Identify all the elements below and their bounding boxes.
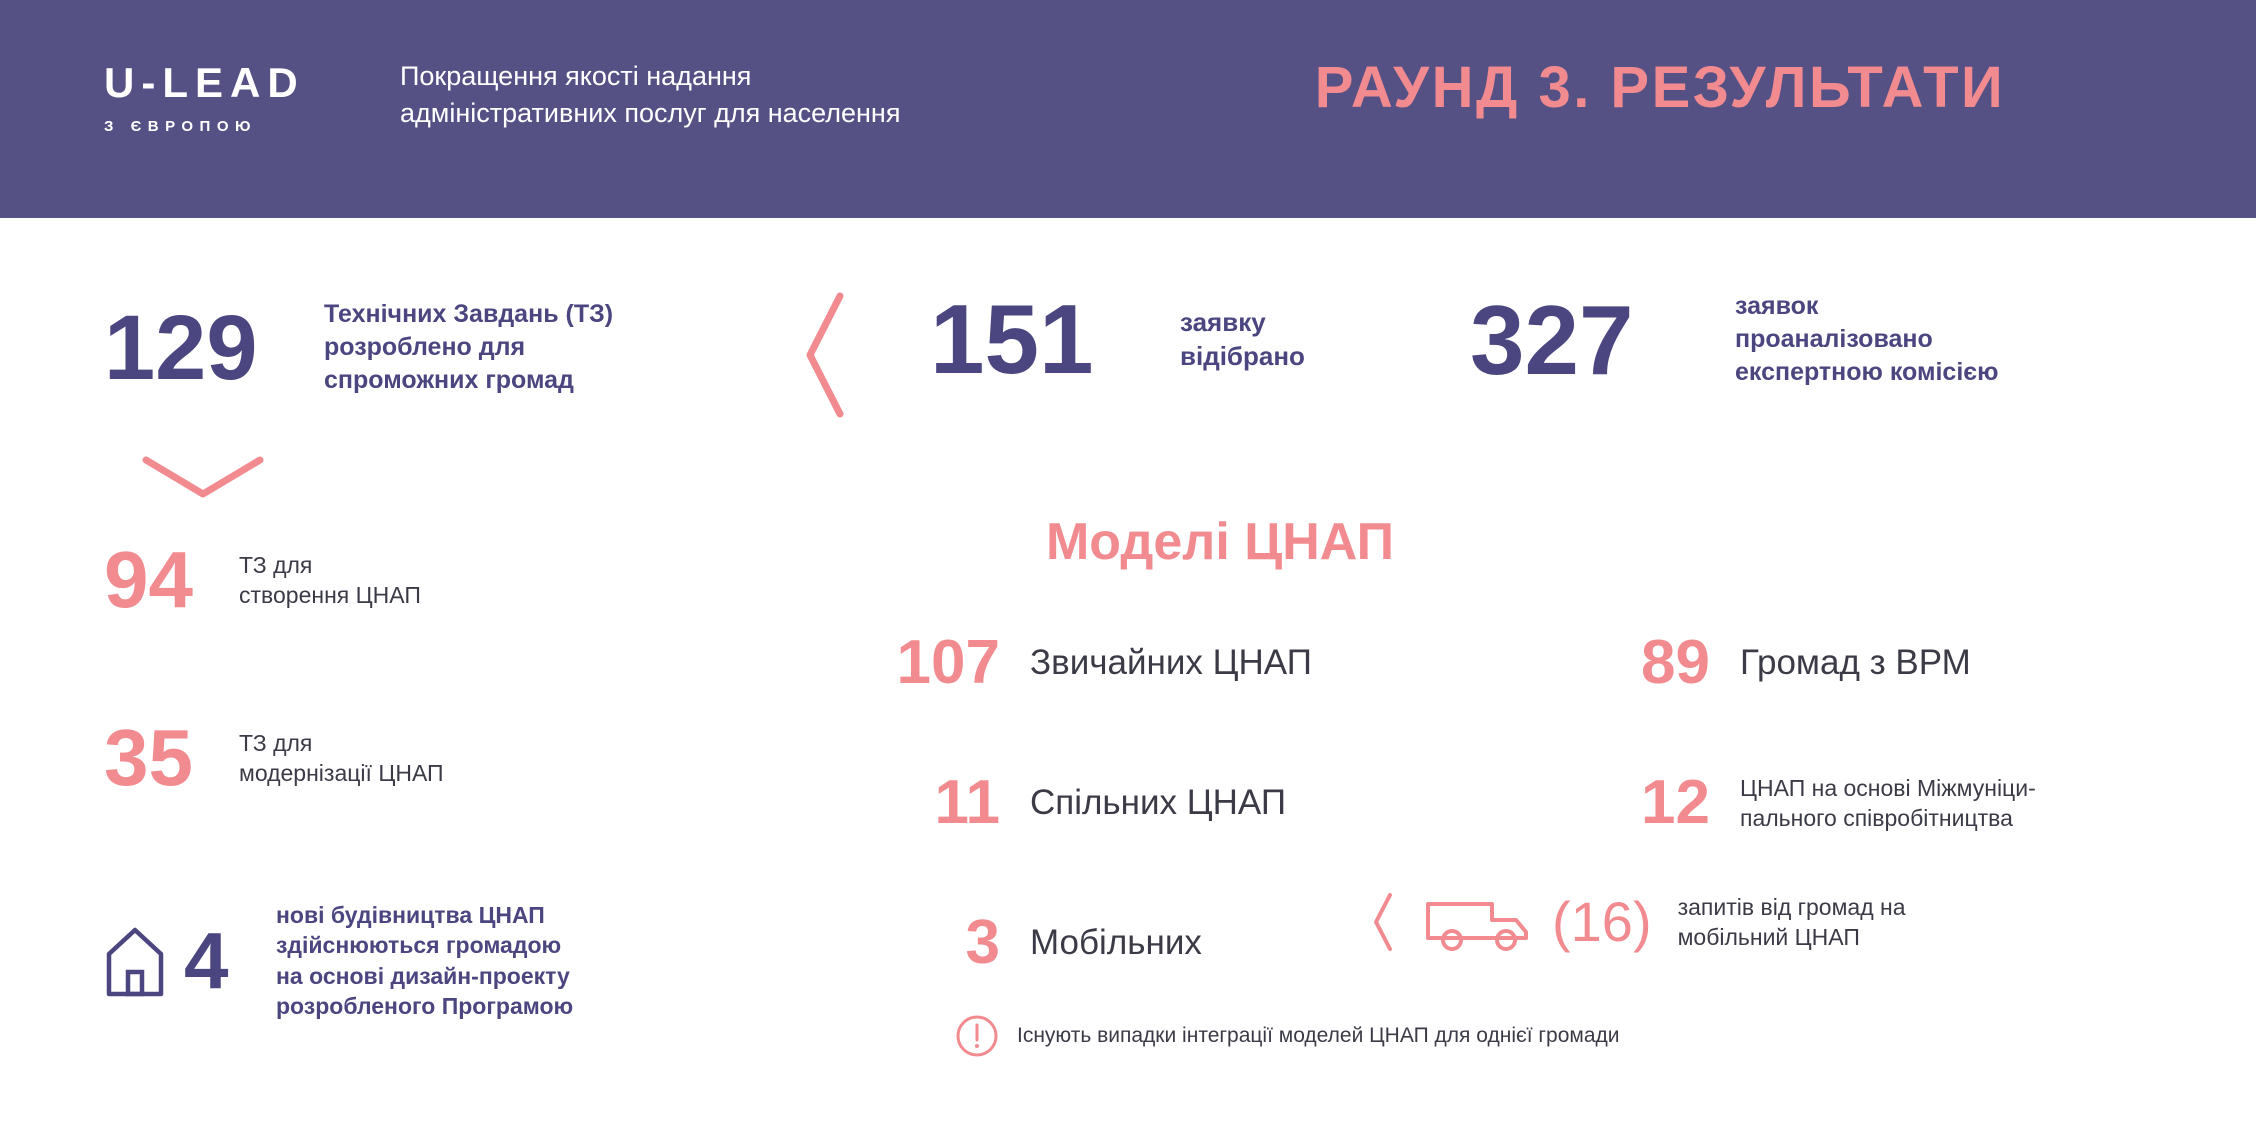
stat-tz-modern-label — [239, 728, 444, 789]
stat-tz-new-label — [239, 550, 421, 611]
stat-model-joint-value: 11 — [934, 768, 1000, 837]
stat-applications-analyzed-value: 327 — [1470, 284, 1634, 395]
label-line: розробленого Програмою — [276, 993, 574, 1020]
label-line: модернізації ЦНАП — [239, 760, 444, 786]
stat-model-mobile-label: Мобільних — [1030, 922, 1202, 962]
stat-model-intermunicipal-label — [1740, 773, 2036, 834]
stat-tz-modern-value: 35 — [104, 713, 193, 802]
stat-tz-new — [104, 535, 421, 624]
models-section-title: Моделі ЦНАП — [1045, 513, 1395, 571]
header-subtitle — [400, 58, 900, 133]
label-line: ТЗ для — [239, 729, 313, 756]
label-line: проаналізовано — [1735, 325, 1933, 353]
label-line: створення ЦНАП — [239, 582, 421, 608]
stat-tz-total-value: 129 — [104, 296, 258, 399]
stat-applications-selected — [930, 284, 1305, 394]
chevron-left-icon — [800, 290, 850, 420]
label-line: на основі дизайн-проекту — [276, 962, 570, 989]
label-line: запитів від громад на — [1677, 893, 1906, 920]
label-line: спроможних громад — [324, 366, 574, 394]
stat-applications-analyzed — [1470, 284, 1999, 395]
label-line: Технічних Завдань (ТЗ) — [324, 300, 614, 328]
stat-model-mobile — [860, 908, 1202, 977]
footnote — [955, 1014, 1620, 1058]
label-line: ЦНАП на основі Міжмуніци- — [1740, 774, 2036, 801]
header-subtitle-line2: адміністративних послуг для населення — [400, 98, 901, 129]
label-line: розроблено для — [324, 333, 526, 361]
stat-model-joint — [860, 768, 1287, 837]
stat-mobile-requests-label — [1678, 892, 1906, 953]
exclamation-circle-icon — [955, 1014, 999, 1058]
logo-main-text: U-LEAD — [104, 59, 305, 106]
label-line: здійснюються громадою — [276, 932, 562, 959]
stat-tz-total — [104, 298, 613, 397]
page-title: РАУНД 3. РЕЗУЛЬТАТИ — [1314, 55, 2006, 120]
stat-tz-total-label — [324, 298, 613, 397]
stat-model-intermunicipal-value: 12 — [1641, 768, 1710, 837]
label-line: ТЗ для — [239, 551, 313, 578]
stat-model-regular — [860, 628, 1312, 697]
label-line: експертною комісією — [1735, 358, 1999, 386]
logo-sub-text: З ЄВРОПОЮ — [104, 118, 257, 135]
stat-model-mobile-value: 3 — [965, 908, 1000, 977]
label-line: заявку — [1180, 306, 1266, 337]
page-header — [0, 0, 2256, 218]
stat-tz-modern — [104, 713, 444, 802]
stat-model-intermunicipal — [1600, 768, 2036, 837]
chevron-down-icon — [140, 452, 266, 502]
stat-new-buildings-label — [276, 900, 573, 1021]
stat-new-buildings — [104, 900, 573, 1021]
label-line: пального співробітництва — [1740, 805, 2013, 831]
stat-mobile-requests — [1370, 890, 1906, 954]
chevron-left-icon — [1370, 890, 1396, 954]
ulead-logo — [104, 59, 354, 135]
stat-tz-new-value: 94 — [104, 535, 193, 624]
stat-applications-selected-value: 151 — [930, 284, 1094, 394]
label-line: заявок — [1735, 292, 1819, 320]
stat-mobile-requests-value: (16) — [1552, 890, 1652, 953]
stat-applications-selected-label — [1180, 305, 1305, 374]
label-line: мобільний ЦНАП — [1677, 924, 1860, 950]
stat-model-vrm — [1600, 628, 1971, 697]
header-subtitle-line1: Покращення якості надання — [400, 61, 752, 91]
stat-model-joint-label: Спільних ЦНАП — [1030, 782, 1287, 822]
house-icon — [104, 924, 166, 998]
stat-model-vrm-value: 89 — [1641, 628, 1710, 697]
stat-model-regular-value: 107 — [896, 628, 1000, 697]
stat-model-vrm-label: Громад з ВРМ — [1740, 642, 1971, 682]
footnote-text: Існують випадки інтеграції моделей ЦНАП для однієї громади — [1017, 1024, 1620, 1047]
label-line: відібрано — [1180, 341, 1305, 371]
stat-applications-analyzed-label — [1735, 290, 1998, 389]
stat-model-regular-label: Звичайних ЦНАП — [1030, 642, 1312, 682]
van-icon — [1422, 890, 1532, 954]
stat-new-buildings-value: 4 — [184, 915, 229, 1005]
label-line: нові будівництва ЦНАП — [276, 902, 545, 928]
